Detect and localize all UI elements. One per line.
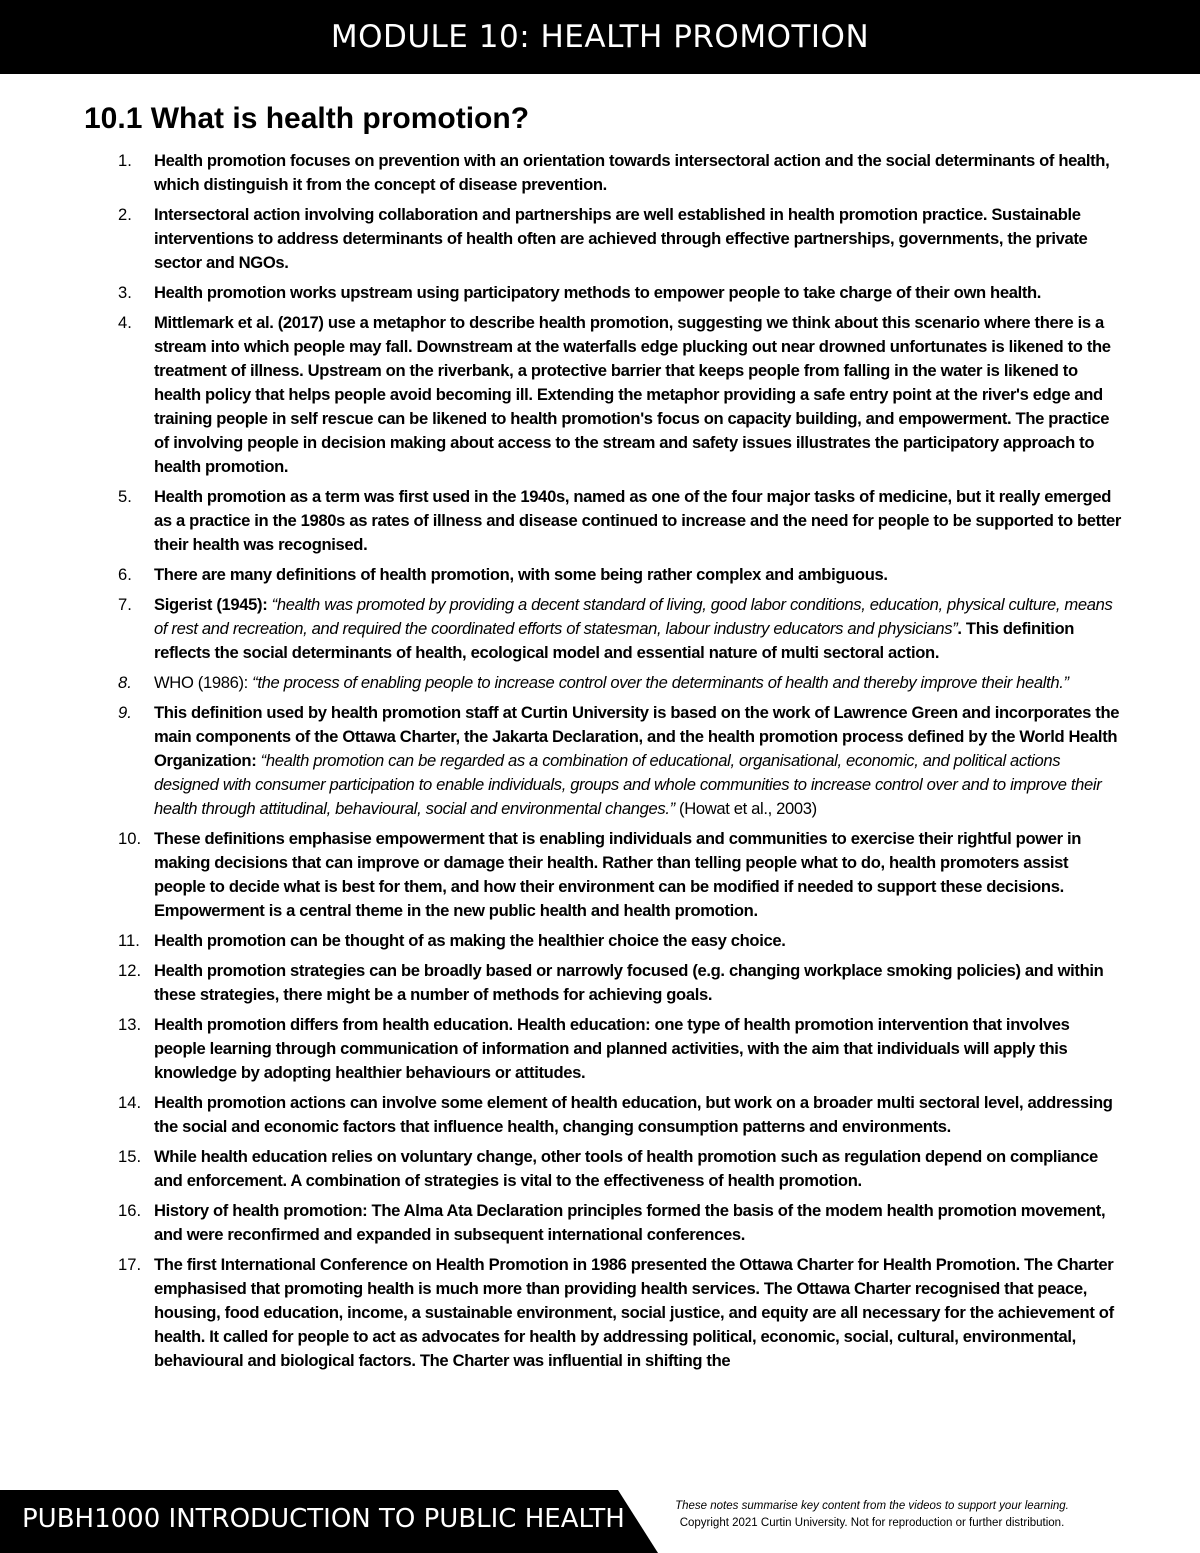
item-number: 3. (118, 283, 132, 302)
list-item (112, 959, 1122, 1007)
list-item (112, 1013, 1122, 1085)
item-text: These definitions emphasise empowerment that is enabling individuals and communities to exercise their rightful power in making decisions that can improve or damage their health. Rather than telling people what to do, health promoters assist people to decide what is best for them, and how their environment can be modified if needed to support these decisions. Empowerment is a central theme in the new public health and health promotion. (154, 829, 1082, 920)
item-text-after: . This definition reflects the social determinants of health, ecological model and essential nature of multi sectoral action. (154, 619, 1075, 662)
copyright-notice: Copyright 2021 Curtin University. Not for reproduction or further distribution. (679, 1517, 1065, 1529)
footer-notes (612, 1498, 1132, 1532)
item-text-after: (Howat et al., 2003) (674, 799, 817, 818)
item-number: 9. (118, 703, 132, 722)
item-quote: “the process of enabling people to increase control over the determinants of health and thereby improve their health.” (252, 673, 1069, 692)
item-number: 17. (118, 1255, 142, 1274)
section-heading: 10.1 What is health promotion? (84, 102, 530, 135)
list-item (112, 1091, 1122, 1139)
item-number: 2. (118, 205, 132, 224)
item-number: 15. (118, 1147, 142, 1166)
item-text: While health education relies on voluntary change, other tools of health promotion such as regulation depend on compliance and enforcement. A combination of strategies is vital to the effectiveness of health promotion. (154, 1147, 1098, 1190)
item-text: Mittlemark et al. (2017) use a metaphor to describe health promotion, suggesting we think about this scenario where there is a stream into which people may fall. Downstream at the waterfalls edge plucking out near drowned unfortunates is likened to the treatment of illness. Upstream on the riverbank, a protective barrier that keeps people from falling in the water is likened to health policy that helps people avoid becoming ill. Extending the metaphor providing a safe entry point at the river's edge and training people in self rescue can be likened to health promotion's focus on capacity building, and empowerment. The practice of involving people in decision making about access to the stream and safety issues illustrates the participatory approach to health promotion. (154, 313, 1111, 476)
item-text: Intersectoral action involving collaboration and partnerships are well established in health promotion practice. Sustainable interventions to address determinants of health often are achieved through effective partnerships, governments, the private sector and NGOs. (154, 205, 1088, 272)
list-item (112, 149, 1122, 197)
list-item (112, 311, 1122, 479)
list-item (112, 1145, 1122, 1193)
item-text: There are many definitions of health promotion, with some being rather complex and ambiguous. (154, 565, 888, 584)
list-item (112, 929, 1122, 953)
item-number: 4. (118, 313, 132, 332)
item-number: 6. (118, 565, 132, 584)
item-text: Sigerist (1945): (154, 595, 272, 614)
item-number: 5. (118, 487, 132, 506)
list-item (112, 203, 1122, 275)
item-quote: “health was promoted by providing a decent standard of living, good labor conditions, education, physical culture, means of rest and recreation, and required the coordinated efforts of statesman, labour industry educators and physicians” (154, 595, 1113, 638)
course-footer-bar (0, 1490, 700, 1553)
module-title: MODULE 10: HEALTH PROMOTION (330, 19, 870, 55)
list-item (112, 1199, 1122, 1247)
item-text: The first International Conference on Health Promotion in 1986 presented the Ottawa Charter for Health Promotion. The Charter emphasised that promoting health is much more than providing health services. The Ottawa Charter recognised that peace, housing, food education, income, a sustainable environment, social justice, and equity are all necessary for the achievement of health. It called for people to act as advocates for health by addressing political, economic, social, cultural, environmental, behavioural and biological factors. The Charter was influential in shifting the (154, 1255, 1114, 1370)
item-number: 14. (118, 1093, 142, 1112)
course-title: PUBH1000 INTRODUCTION TO PUBLIC HEALTH (22, 1504, 625, 1534)
item-number: 13. (118, 1015, 142, 1034)
item-number: 1. (118, 151, 132, 170)
item-text: Health promotion actions can involve some element of health education, but work on a broader multi sectoral level, addressing the social and economic factors that influence health, changing consumption patterns and environments. (154, 1093, 1113, 1136)
item-number: 8. (118, 673, 132, 692)
item-text: Health promotion focuses on prevention with an orientation towards intersectoral action and the social determinants of health, which distinguish it from the concept of disease prevention. (154, 151, 1110, 194)
notes-disclaimer: These notes summarise key content from the videos to support your learning. (675, 1500, 1069, 1512)
list-item (112, 485, 1122, 557)
list-item (112, 281, 1122, 305)
item-text: Health promotion differs from health education. Health education: one type of health promotion intervention that involves people learning through communication of information and planned activities, with the aim that individuals will apply this knowledge by adopting healthier behaviours or attitudes. (154, 1015, 1070, 1082)
item-text: Health promotion works upstream using participatory methods to empower people to take charge of their own health. (154, 283, 1042, 302)
list-item (112, 671, 1122, 695)
item-text: Health promotion can be thought of as making the healthier choice the easy choice. (154, 931, 786, 950)
module-header-bar (0, 0, 1200, 74)
item-number: 10. (118, 829, 142, 848)
item-text: Health promotion as a term was first used in the 1940s, named as one of the four major tasks of medicine, but it really emerged as a practice in the 1980s as rates of illness and disease continued to increase and the need for people to be supported to better their health was recognised. (154, 487, 1122, 554)
item-text: History of health promotion: The Alma Ata Declaration principles formed the basis of the modem health promotion movement, and were reconfirmed and expanded in subsequent international conferences. (154, 1201, 1106, 1244)
item-text: WHO (1986): (154, 673, 253, 692)
list-item (112, 701, 1122, 821)
list-item (112, 593, 1122, 665)
item-text: This definition used by health promotion staff at Curtin University is based on the work of Lawrence Green and incorporates the main components of the Ottawa Charter, the Jakarta Declaration, and the health promotion process defined by the World Health Organization: (154, 703, 1120, 770)
list-item (112, 563, 1122, 587)
content-list (112, 149, 1122, 1379)
item-number: 7. (118, 595, 132, 614)
list-item (112, 1253, 1122, 1373)
item-text: Health promotion strategies can be broadly based or narrowly focused (e.g. changing workplace smoking policies) and within these strategies, there might be a number of methods for achieving goals. (154, 961, 1104, 1004)
item-number: 11. (118, 931, 140, 950)
item-number: 12. (118, 961, 142, 980)
list-item (112, 827, 1122, 923)
item-quote: “health promotion can be regarded as a combination of educational, organisational, economic, and political actions designed with consumer participation to enable individuals, groups and whole communities to increase control over and to improve their health through attitudinal, behavioural, social and environmental changes.” (154, 751, 1102, 818)
item-number: 16. (118, 1201, 142, 1220)
